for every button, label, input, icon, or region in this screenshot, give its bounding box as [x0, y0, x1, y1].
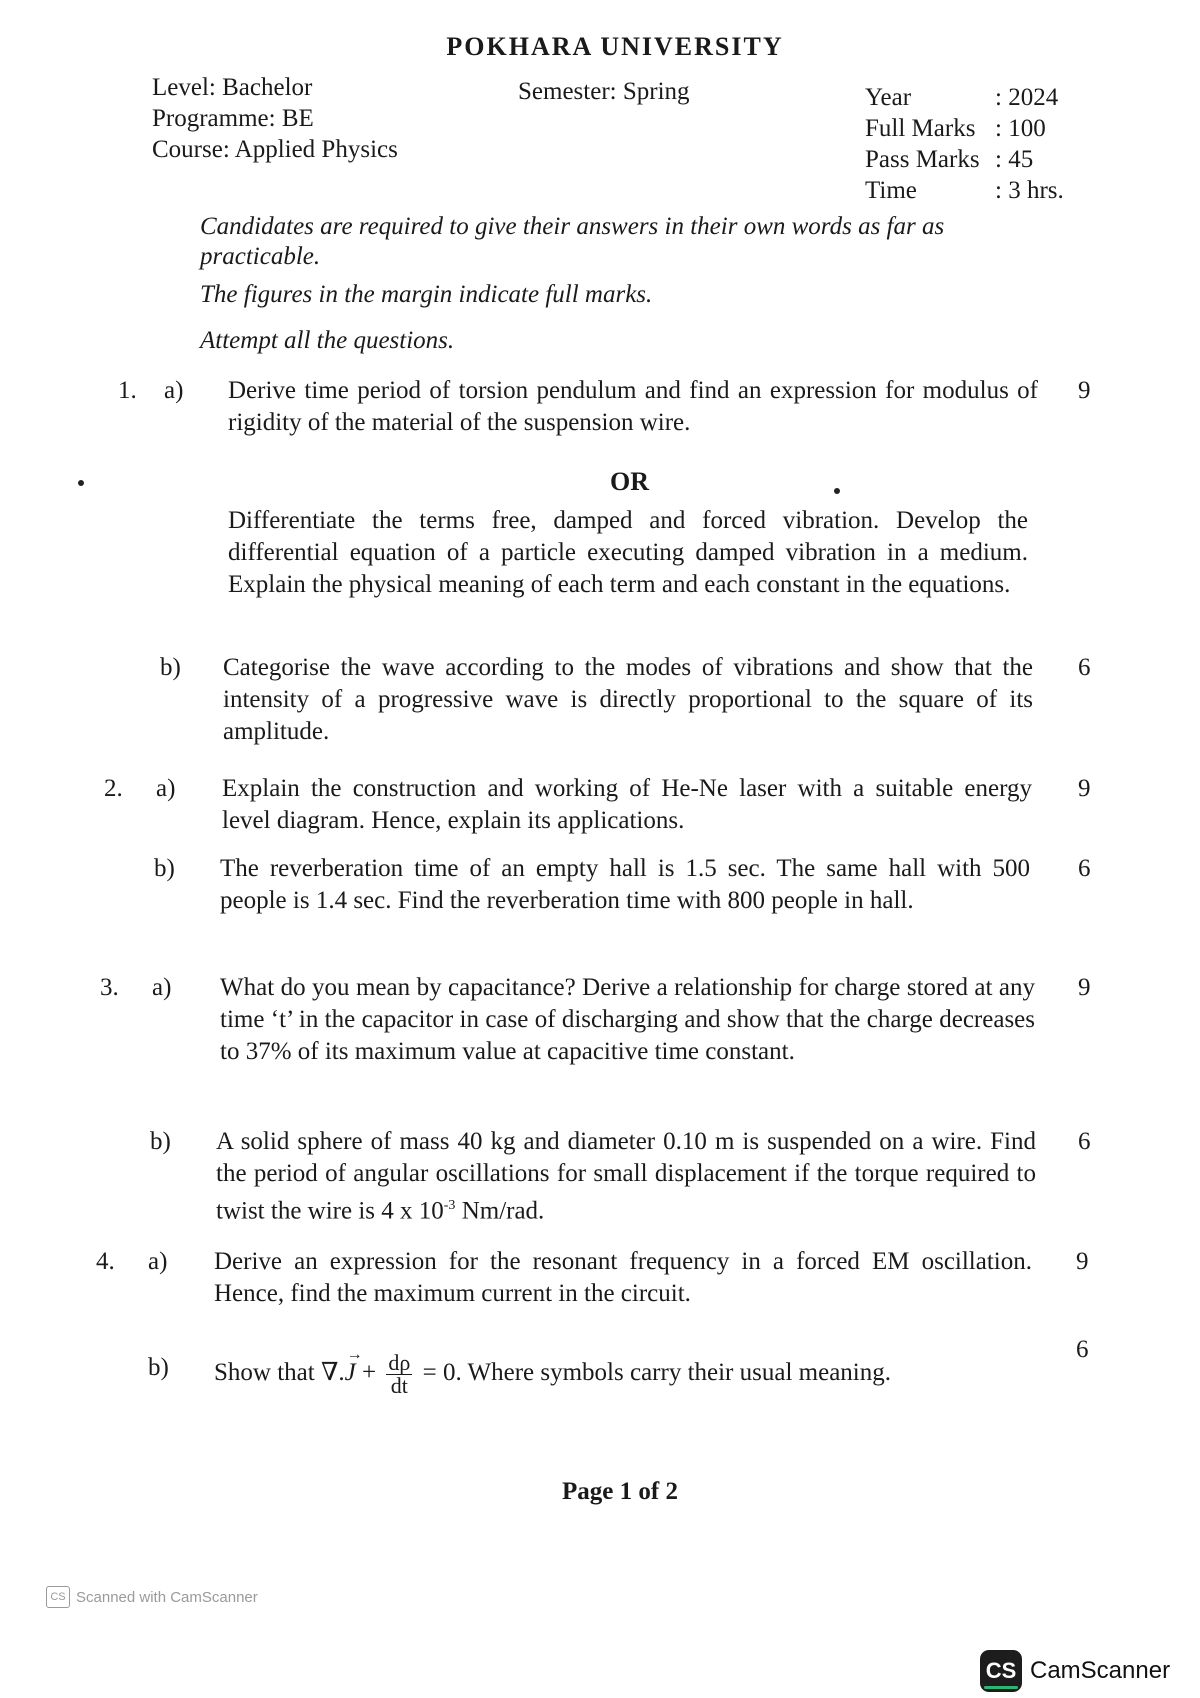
full-marks-label: Full Marks — [865, 115, 976, 142]
question-text: Categorise the wave according to the modes of vibrations and show that the intensity of a progressive wave is directly proportional to the square of its amplitude. — [223, 654, 1033, 745]
camscanner-small-icon: CS — [46, 1586, 70, 1608]
instruction-own-words: Candidates are required to give their answers in their own words as far as practicable. — [200, 213, 945, 270]
question-number: 2. — [104, 775, 123, 802]
camscanner-name: CamScanner — [1030, 1657, 1171, 1684]
plus-sign: + — [355, 1359, 383, 1387]
or-separator: OR — [610, 467, 649, 496]
question-text: Explain the construction and working of He-Ne laser with a suitable energy level diagram. Hence, explain its applications. — [222, 775, 1032, 834]
time-row — [865, 175, 1064, 206]
part-label: b) — [150, 1128, 171, 1155]
question-text: The reverberation time of an empty hall is 1.5 sec. The same hall with 500 people is 1.4 sec. Find the reverberation time with 800 people in hall. — [220, 855, 1030, 914]
year-value: : 2024 — [995, 84, 1059, 111]
part-label: b) — [160, 654, 181, 681]
part-label: b) — [148, 1354, 169, 1381]
marks: 9 — [1076, 1248, 1089, 1275]
question-text: What do you mean by capacitance? Derive a relationship for charge stored at any time ‘t’ in the capacitor in case of discharging and show that the charge decreases to 37% of its maximum value at capacitive time constant. — [220, 974, 1035, 1065]
full-marks-row — [865, 113, 1064, 144]
scanned-text: Scanned with CamScanner — [76, 1588, 258, 1606]
university-title: POKHARA UNIVERSITY — [446, 32, 784, 61]
question-text-main: A solid sphere of mass 40 kg and diameter 0.10 m is suspended on a wire. Find the period of angular oscillations for small displacement if the torque required to twist the wire is 4 x 10 — [216, 1128, 1036, 1225]
exam-meta-right — [865, 82, 1064, 206]
part-label: a) — [156, 775, 176, 802]
marks: 9 — [1078, 775, 1091, 802]
full-marks-value: : 100 — [995, 115, 1046, 142]
question-number: 3. — [100, 974, 119, 1001]
pass-marks-value: : 45 — [995, 146, 1034, 173]
marks: 9 — [1078, 974, 1091, 1001]
pass-marks-label: Pass Marks — [865, 146, 980, 173]
question-number: 1. — [118, 377, 137, 404]
equation-prefix: Show that ∇. — [214, 1359, 345, 1387]
part-label: b) — [154, 855, 175, 882]
part-label: a) — [148, 1248, 168, 1275]
semester: Semester: Spring — [518, 78, 690, 105]
marks: 6 — [1078, 855, 1091, 882]
question-text — [214, 1346, 1034, 1398]
year-row — [865, 82, 1064, 113]
vector-arrow-icon: → — [346, 1346, 363, 1364]
fraction-numerator: dρ — [388, 1350, 411, 1375]
vector-j: → J — [345, 1357, 356, 1389]
part-label: a) — [164, 377, 184, 404]
fraction — [386, 1352, 412, 1397]
year-label: Year — [865, 84, 912, 111]
time-label: Time — [865, 177, 917, 204]
question-text: Derive time period of torsion pendulum and find an expression for modulus of rigidity of the material of the suspension wire. — [228, 377, 1038, 436]
equation-suffix: = 0. Where symbols carry their usual meaning. — [416, 1359, 891, 1387]
part-label: a) — [152, 974, 172, 1001]
camscanner-brand — [980, 1650, 1170, 1692]
course: Course: Applied Physics — [152, 136, 398, 163]
scanned-watermark — [46, 1586, 258, 1608]
camscanner-logo-icon: CS — [980, 1650, 1022, 1692]
marks: 6 — [1078, 654, 1091, 681]
exam-meta-left — [152, 72, 398, 165]
pass-marks-row — [865, 144, 1064, 175]
level: Level: Bachelor — [152, 74, 313, 101]
scan-speck — [78, 480, 84, 486]
exponent: -3 — [443, 1198, 456, 1213]
page-number: Page 1 of 2 — [562, 1478, 678, 1505]
question-text-unit: Nm/rad. — [455, 1197, 545, 1225]
fraction-denominator: dt — [390, 1373, 408, 1398]
question-text: Derive an expression for the resonant frequency in a forced EM oscillation. Hence, find the maximum current in the circuit. — [214, 1248, 1032, 1307]
instruction-attempt-all: Attempt all the questions. — [200, 327, 455, 354]
programme: Programme: BE — [152, 105, 314, 132]
marks: 6 — [1076, 1336, 1089, 1363]
question-number: 4. — [96, 1248, 115, 1275]
instruction-margin-marks: The figures in the margin indicate full marks. — [200, 281, 653, 308]
question-text: Differentiate the terms free, damped and forced vibration. Develop the differential equation of a particle executing damped vibration in a medium. Explain the physical meaning of each term and each constant in the equations. — [228, 507, 1028, 598]
marks: 6 — [1078, 1128, 1091, 1155]
question-text — [216, 1126, 1036, 1227]
time-value: : 3 hrs. — [995, 177, 1064, 204]
scan-speck — [834, 488, 840, 494]
marks: 9 — [1078, 377, 1091, 404]
